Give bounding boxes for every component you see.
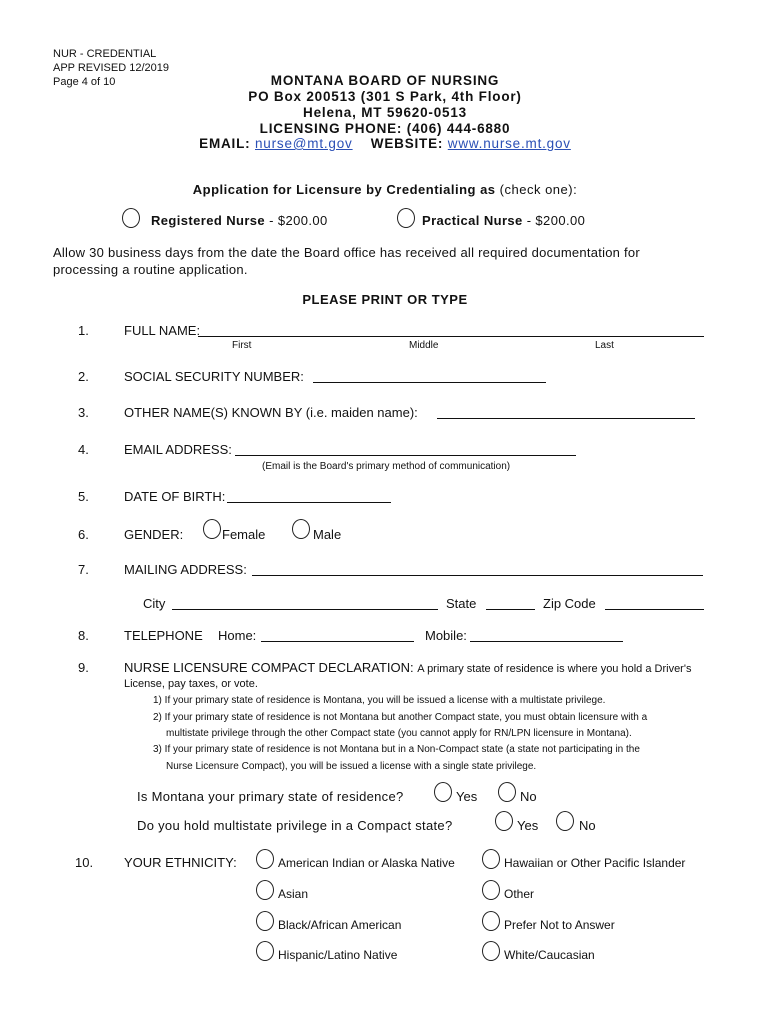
mobile-phone-label: Mobile: <box>425 628 467 643</box>
pn-option-fee: - $200.00 <box>526 213 586 228</box>
ethnicity-asian-label: Asian <box>278 887 309 901</box>
state-field[interactable] <box>486 609 535 610</box>
check-one: (check one): <box>499 182 578 197</box>
q1-number: 1. <box>78 323 89 338</box>
full-name-field[interactable] <box>198 336 704 337</box>
email-label: EMAIL: <box>199 136 251 151</box>
email-note: (Email is the Board's primary method of communication) <box>262 461 511 472</box>
pn-radio[interactable] <box>397 208 415 228</box>
rn-radio[interactable] <box>122 208 140 228</box>
rn-option <box>151 213 328 228</box>
ethnicity-label: YOUR ETHNICITY: <box>124 855 237 870</box>
processing-text-2: processing a routine application. <box>53 262 248 277</box>
mailing-address-field[interactable] <box>252 575 703 576</box>
ssn-label: SOCIAL SECURITY NUMBER: <box>124 369 304 384</box>
ethnicity-hispanic-radio[interactable] <box>256 941 274 961</box>
multistate-no-label: No <box>579 818 596 833</box>
ethnicity-white-radio[interactable] <box>482 941 500 961</box>
ethnicity-hispanic-label: Hispanic/Latino Native <box>278 948 398 962</box>
email-link[interactable]: nurse@mt.gov <box>255 136 353 151</box>
residence-yes-label: Yes <box>456 789 478 804</box>
processing-text-1: Allow 30 business days from the date the Board office has received all required documentation for <box>53 245 640 260</box>
mobile-phone-field[interactable] <box>470 641 623 642</box>
board-contact-line <box>0 136 770 151</box>
board-phone: LICENSING PHONE: (406) 444-6880 <box>259 121 511 136</box>
ethnicity-white-label: White/Caucasian <box>504 948 595 962</box>
q8-number: 8. <box>78 628 89 643</box>
q5-number: 5. <box>78 489 89 504</box>
dob-label: DATE OF BIRTH: <box>124 489 226 504</box>
ethnicity-american-indian-radio[interactable] <box>256 849 274 869</box>
application-title-line <box>0 182 770 197</box>
compact-intro-2: License, pay taxes, or vote. <box>124 678 258 690</box>
email-address-field[interactable] <box>235 455 576 456</box>
residence-no-label: No <box>520 789 537 804</box>
compact-title-line <box>124 660 691 675</box>
ethnicity-american-indian-label: American Indian or Alaska Native <box>278 856 455 870</box>
zip-field[interactable] <box>605 609 704 610</box>
application-title: Application for Licensure by Credentialing as <box>192 182 496 197</box>
gender-label: GENDER: <box>124 527 184 542</box>
ethnicity-other-radio[interactable] <box>482 880 500 900</box>
residence-yes-radio[interactable] <box>434 782 452 802</box>
male-radio[interactable] <box>292 519 310 539</box>
ethnicity-hawaiian-radio[interactable] <box>482 849 500 869</box>
ethnicity-black-label: Black/African American <box>278 918 402 932</box>
male-label: Male <box>313 527 342 542</box>
ethnicity-prefer-not-label: Prefer Not to Answer <box>504 918 615 932</box>
city-field[interactable] <box>172 609 438 610</box>
board-city: Helena, MT 59620-0513 <box>303 105 467 120</box>
ethnicity-prefer-not-radio[interactable] <box>482 911 500 931</box>
pn-option-name: Practical Nurse <box>422 213 523 228</box>
q9-number: 9. <box>78 660 89 675</box>
email-address-label: EMAIL ADDRESS: <box>124 442 232 457</box>
compact-title: NURSE LICENSURE COMPACT DECLARATION: <box>124 660 414 675</box>
last-caption: Last <box>595 340 614 351</box>
form-code: NUR - CREDENTIAL <box>53 48 157 60</box>
revision-date: APP REVISED 12/2019 <box>53 62 169 74</box>
print-notice: PLEASE PRINT OR TYPE <box>302 292 468 307</box>
compact-item-3a: 3) If your primary state of residence is not Montana but in a Non-Compact state (a state not participating in the <box>153 744 640 755</box>
q10-number: 10. <box>75 855 94 870</box>
home-phone-field[interactable] <box>261 641 414 642</box>
board-address: PO Box 200513 (301 S Park, 4th Floor) <box>248 89 522 104</box>
q2-number: 2. <box>78 369 89 384</box>
female-radio[interactable] <box>203 519 221 539</box>
first-caption: First <box>232 340 252 351</box>
board-name: MONTANA BOARD OF NURSING <box>270 73 500 88</box>
ethnicity-black-radio[interactable] <box>256 911 274 931</box>
full-name-label: FULL NAME: <box>124 323 201 338</box>
ethnicity-asian-radio[interactable] <box>256 880 274 900</box>
other-names-label: OTHER NAME(S) KNOWN BY (i.e. maiden name): <box>124 405 418 420</box>
compact-item-2a: 2) If your primary state of residence is not Montana but another Compact state, you must obtain licensure with a <box>153 712 648 723</box>
ethnicity-hawaiian-label: Hawaiian or Other Pacific Islander <box>504 856 686 870</box>
dob-field[interactable] <box>227 502 391 503</box>
compact-intro: A primary state of residence is where you hold a Driver's <box>417 663 692 675</box>
website-link[interactable]: www.nurse.mt.gov <box>447 136 571 151</box>
ssn-field[interactable] <box>313 382 546 383</box>
page-number: Page 4 of 10 <box>53 76 116 88</box>
rn-option-name: Registered Nurse <box>151 213 266 228</box>
multistate-no-radio[interactable] <box>556 811 574 831</box>
city-label: City <box>143 596 166 611</box>
q6-number: 6. <box>78 527 89 542</box>
state-label: State <box>446 596 477 611</box>
compact-item-3b: Nurse Licensure Compact), you will be issued a license with a single state privilege. <box>166 761 537 772</box>
female-label: Female <box>222 527 266 542</box>
residence-question: Is Montana your primary state of residence? <box>137 789 404 804</box>
multistate-yes-label: Yes <box>517 818 539 833</box>
q7-number: 7. <box>78 562 89 577</box>
q4-number: 4. <box>78 442 89 457</box>
pn-option <box>422 213 585 228</box>
q3-number: 3. <box>78 405 89 420</box>
multistate-yes-radio[interactable] <box>495 811 513 831</box>
residence-no-radio[interactable] <box>498 782 516 802</box>
compact-item-1: 1) If your primary state of residence is Montana, you will be issued a license with a multistate privilege. <box>153 695 606 706</box>
telephone-label: TELEPHONE <box>124 628 203 643</box>
other-names-field[interactable] <box>437 418 695 419</box>
middle-caption: Middle <box>409 340 439 351</box>
home-phone-label: Home: <box>218 628 257 643</box>
website-label: WEBSITE: <box>370 136 444 151</box>
compact-item-2b: multistate privilege through the other Compact state (you cannot apply for RN/LPN licensure in Montana). <box>166 728 632 739</box>
zip-label: Zip Code <box>543 596 596 611</box>
rn-option-fee: - $200.00 <box>269 213 328 228</box>
multistate-question: Do you hold multistate privilege in a Compact state? <box>137 818 453 833</box>
ethnicity-other-label: Other <box>504 887 535 901</box>
mailing-address-label: MAILING ADDRESS: <box>124 562 247 577</box>
